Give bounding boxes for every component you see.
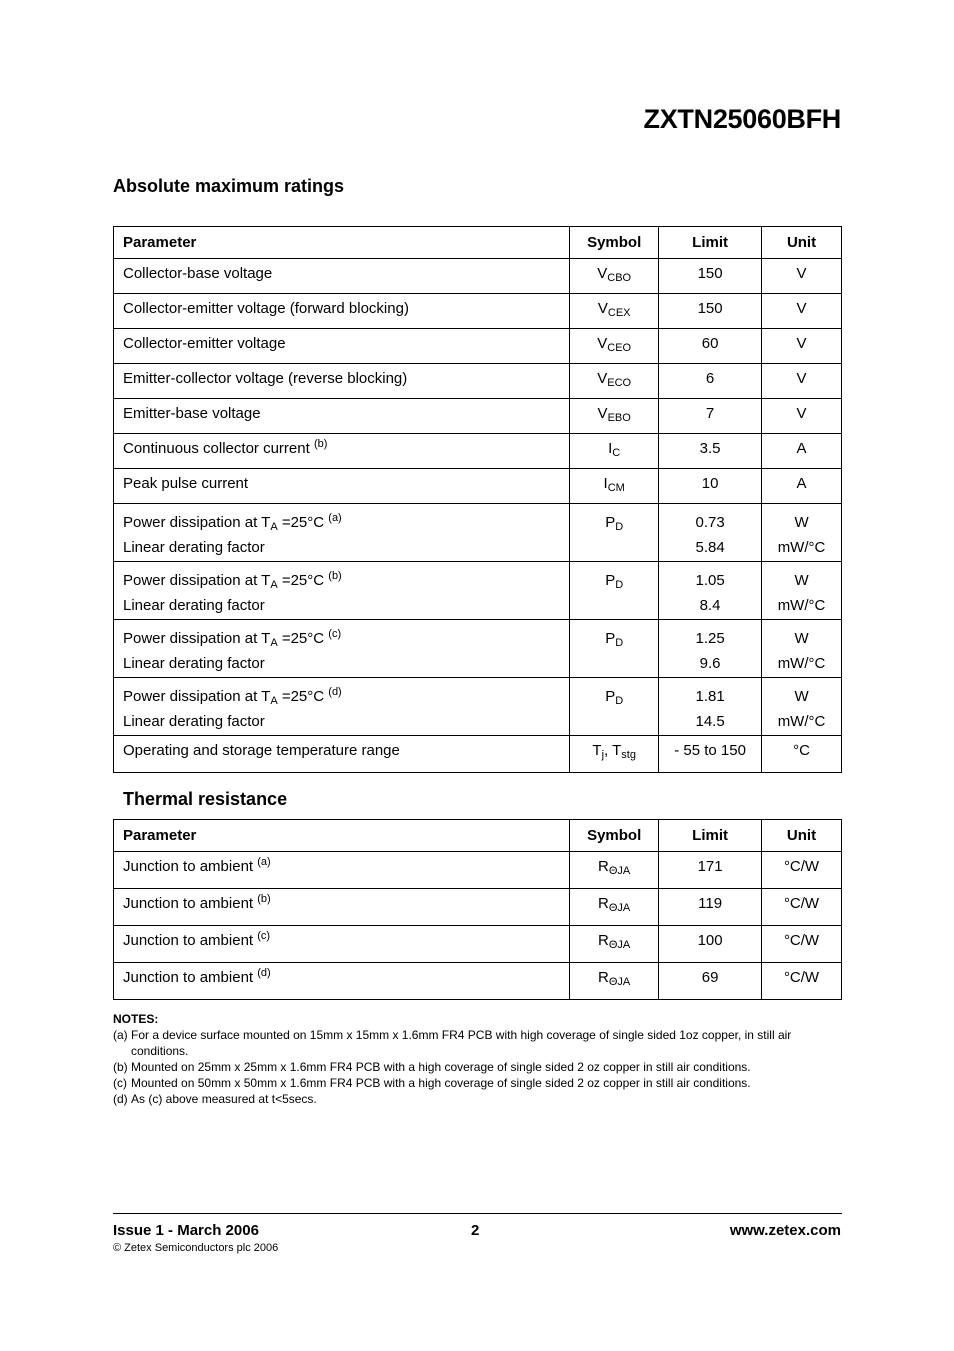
limit-cell: 1.81 14.5 xyxy=(659,678,762,736)
unit-cell: °C/W xyxy=(762,963,842,1000)
unit-cell: °C/W xyxy=(762,926,842,963)
limit-cell: 100 xyxy=(659,926,762,963)
unit-cell: A xyxy=(762,434,842,469)
header-unit: Unit xyxy=(762,227,842,259)
table-row xyxy=(114,926,842,963)
parameter-cell: Emitter-base voltage xyxy=(114,399,570,434)
unit-cell: W mW/°C xyxy=(762,620,842,678)
note-item xyxy=(113,1075,842,1091)
table-header-row xyxy=(114,820,842,852)
note-text: Mounted on 50mm x 50mm x 1.6mm FR4 PCB with a high coverage of single sided 2 oz copper in still air conditions. xyxy=(131,1076,751,1090)
parameter-cell: Operating and storage temperature range xyxy=(114,736,570,773)
parameter-cell: Collector-base voltage xyxy=(114,259,570,294)
limit-cell: 10 xyxy=(659,469,762,504)
header-parameter: Parameter xyxy=(114,227,570,259)
symbol-cell: $R_{\Theta JA}$ xyxy=(570,889,659,926)
limit-cell: 119 xyxy=(659,889,762,926)
table-row xyxy=(114,399,842,434)
unit-cell: W mW/°C xyxy=(762,562,842,620)
parameter-cell: Junction to ambient $^{(c)}$ xyxy=(114,926,570,963)
symbol-cell: $V_{EBO}$ xyxy=(570,399,659,434)
limit-cell: 1.05 8.4 xyxy=(659,562,762,620)
notes xyxy=(113,1011,842,1107)
symbol-cell: $V_{CEX}$ xyxy=(570,294,659,329)
table-row xyxy=(114,963,842,1000)
limit-cell: 0.73 5.84 xyxy=(659,504,762,562)
header-symbol: Symbol xyxy=(570,227,659,259)
unit-cell: V xyxy=(762,259,842,294)
note-key: (b) xyxy=(113,1060,128,1074)
table-row xyxy=(114,620,842,678)
unit-cell: V xyxy=(762,364,842,399)
unit-cell: °C/W xyxy=(762,852,842,889)
symbol-cell: $P_D$ xyxy=(570,562,659,620)
limit-cell: 60 xyxy=(659,329,762,364)
parameter-cell: Emitter-collector voltage (reverse blocking) xyxy=(114,364,570,399)
table-row xyxy=(114,259,842,294)
section-title-absolute-max: Absolute maximum ratings xyxy=(113,176,345,196)
table-row xyxy=(114,889,842,926)
parameter-cell: Junction to ambient $^{(a)}$ xyxy=(114,852,570,889)
table-row xyxy=(114,852,842,889)
symbol-cell: $P_D$ xyxy=(570,620,659,678)
limit-cell: 6 xyxy=(659,364,762,399)
symbol-cell: $V_{CBO}$ xyxy=(570,259,659,294)
footer-issue: Issue 1 - March 2006 xyxy=(113,1222,259,1239)
footer-page-number: 2 xyxy=(471,1222,480,1239)
unit-cell: V xyxy=(762,399,842,434)
table-header-row xyxy=(114,227,842,259)
limit-cell: 3.5 xyxy=(659,434,762,469)
limit-cell: 171 xyxy=(659,852,762,889)
footer-website-link[interactable]: www.zetex.com xyxy=(729,1222,841,1239)
parameter-cell: Power dissipation at $T_A =25^\circ C$ $^{(b)}$ Linear derating factor xyxy=(114,562,570,620)
unit-cell: °C/W xyxy=(762,889,842,926)
unit-cell: A xyxy=(762,469,842,504)
symbol-cell: $R_{\Theta JA}$ xyxy=(570,852,659,889)
unit-cell: W mW/°C xyxy=(762,504,842,562)
symbol-cell: $P_D$ xyxy=(570,504,659,562)
table-row xyxy=(114,329,842,364)
header-limit: Limit xyxy=(659,227,762,259)
unit-cell: V xyxy=(762,294,842,329)
parameter-cell: Collector-emitter voltage xyxy=(114,329,570,364)
absolute-max-ratings-table xyxy=(113,226,842,773)
unit-cell: V xyxy=(762,329,842,364)
table-row xyxy=(114,678,842,736)
note-text: Mounted on 25mm x 25mm x 1.6mm FR4 PCB with a high coverage of single sided 2 oz copper in still air conditions. xyxy=(131,1060,751,1074)
section-title-thermal: Thermal resistance xyxy=(123,789,288,809)
table-row xyxy=(114,469,842,504)
thermal-resistance-table xyxy=(113,819,842,1000)
parameter-cell: Collector-emitter voltage (forward blocking) xyxy=(114,294,570,329)
header-symbol: Symbol xyxy=(570,820,659,852)
symbol-cell: $V_{ECO}$ xyxy=(570,364,659,399)
symbol-cell: $P_D$ xyxy=(570,678,659,736)
parameter-cell: Peak pulse current xyxy=(114,469,570,504)
header-unit: Unit xyxy=(762,820,842,852)
note-item xyxy=(113,1027,842,1059)
note-text: As (c) above measured at t<5secs. xyxy=(131,1092,317,1106)
unit-cell: W mW/°C xyxy=(762,678,842,736)
limit-cell: 1.25 9.6 xyxy=(659,620,762,678)
table-row xyxy=(114,504,842,562)
table-row xyxy=(114,364,842,399)
symbol-cell: $R_{\Theta JA}$ xyxy=(570,963,659,1000)
header-limit: Limit xyxy=(659,820,762,852)
limit-cell: - 55 to 150 xyxy=(659,736,762,773)
limit-cell: 150 xyxy=(659,259,762,294)
table-row xyxy=(114,434,842,469)
parameter-cell: Junction to ambient $^{(b)}$ xyxy=(114,889,570,926)
limit-cell: 69 xyxy=(659,963,762,1000)
parameter-cell: Power dissipation at $T_A =25^\circ C$ $^{(a)}$ Linear derating factor xyxy=(114,504,570,562)
limit-cell: 7 xyxy=(659,399,762,434)
symbol-cell: $T_j$, $T_{stg}$ xyxy=(570,736,659,773)
header-parameter: Parameter xyxy=(114,820,570,852)
symbol-cell: $I_{CM}$ xyxy=(570,469,659,504)
table-row xyxy=(114,562,842,620)
parameter-cell: Junction to ambient $^{(d)}$ xyxy=(114,963,570,1000)
note-key: (c) xyxy=(113,1076,127,1090)
note-key: (a) xyxy=(113,1028,128,1042)
note-item xyxy=(113,1059,842,1075)
symbol-cell: $I_C$ xyxy=(570,434,659,469)
parameter-cell: Power dissipation at $T_A =25^\circ C$ $^{(d)}$ Linear derating factor xyxy=(114,678,570,736)
table-row xyxy=(114,294,842,329)
note-key: (d) xyxy=(113,1092,128,1106)
symbol-cell: $R_{\Theta JA}$ xyxy=(570,926,659,963)
unit-cell: °C xyxy=(762,736,842,773)
notes-title: NOTES: xyxy=(113,1012,159,1026)
parameter-cell: Power dissipation at $T_A =25^\circ C$ $^{(c)}$ Linear derating factor xyxy=(114,620,570,678)
parameter-cell: Continuous collector current $^{(b)}$ xyxy=(114,434,570,469)
note-item xyxy=(113,1091,842,1107)
symbol-cell: $V_{CEO}$ xyxy=(570,329,659,364)
footer-copyright: © Zetex Semiconductors plc 2006 xyxy=(113,1242,279,1254)
limit-cell: 150 xyxy=(659,294,762,329)
note-text: For a device surface mounted on 15mm x 15mm x 1.6mm FR4 PCB with high coverage of single sided 1oz copper, in still air conditions. xyxy=(131,1028,792,1058)
footer-divider xyxy=(113,1213,842,1214)
part-number: ZXTN25060BFH xyxy=(643,104,841,134)
table-row xyxy=(114,736,842,773)
